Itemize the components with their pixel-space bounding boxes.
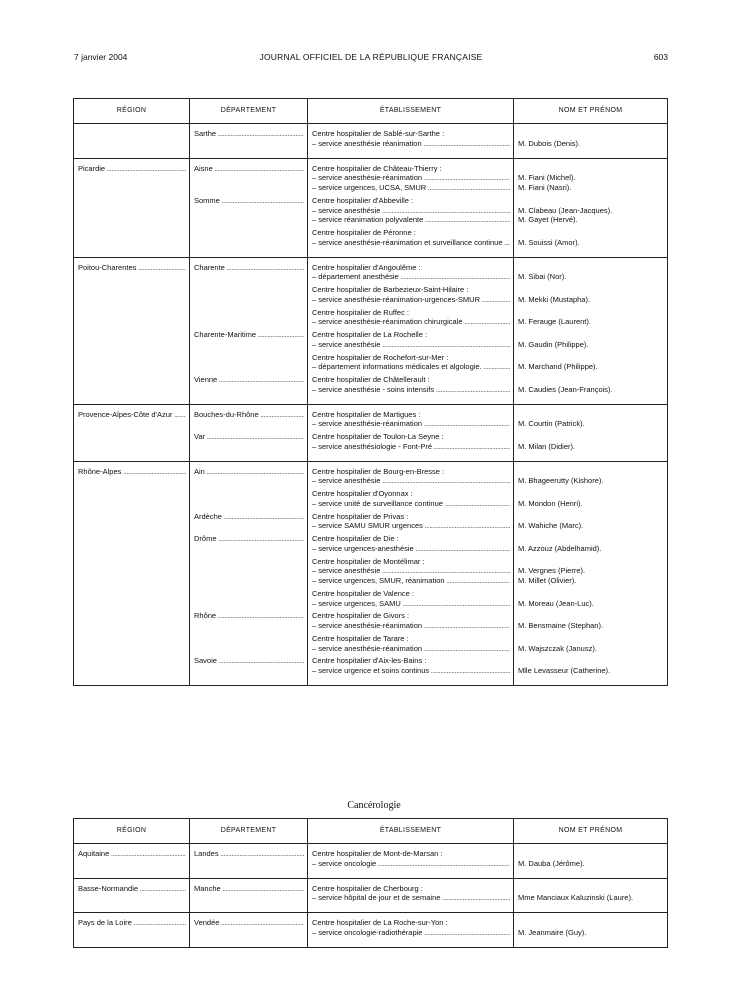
region-name: Picardie ..... bbox=[78, 164, 186, 174]
establishment-title: Centre hospitalier d'Angoulême : bbox=[312, 262, 421, 272]
department-name: Charente ..... bbox=[194, 263, 304, 273]
person-name: M. Millet (Olivier). bbox=[518, 576, 577, 585]
column-header: ÉTABLISSEMENT bbox=[308, 99, 514, 124]
department-name bbox=[194, 285, 304, 295]
region-name: Rhône-Alpes ..... bbox=[78, 467, 186, 477]
establishment-title: Centre hospitalier d'Aix-les-Bains : bbox=[312, 656, 427, 666]
department-name: Bouches-du-Rhône ..... bbox=[194, 410, 304, 420]
establishment bbox=[312, 589, 510, 609]
person-name: Mme Manciaux Kaluzinski (Laure). bbox=[518, 893, 634, 903]
establishment-cell bbox=[308, 404, 514, 461]
department-name: Sarthe ..... bbox=[194, 129, 304, 139]
region-cell bbox=[74, 124, 190, 159]
service-line: – service unité de surveillance continue ..... bbox=[312, 499, 510, 509]
establishment-title: Centre hospitalier de Montélimar : bbox=[312, 556, 425, 566]
region-row bbox=[74, 878, 668, 913]
service-line: – service anesthésie - soins intensifs ..... bbox=[312, 385, 510, 395]
service-line: – service urgences, UCSA, SMUR ..... bbox=[312, 183, 510, 193]
department-name: Ardèche ..... bbox=[194, 512, 304, 522]
service-line: – service anesthésie-réanimation ..... bbox=[312, 419, 510, 429]
region-cell bbox=[74, 257, 190, 404]
establishment-title: Centre hospitalier d'Abbeville : bbox=[312, 195, 414, 205]
name-cell bbox=[514, 913, 668, 948]
establishment-title: Centre hospitalier de Toulon-La Seyne : bbox=[312, 432, 444, 441]
department-name: Ain ..... bbox=[194, 467, 304, 477]
service-line: – service anesthésie-réanimation ..... bbox=[312, 621, 510, 631]
table-anesthesie bbox=[73, 98, 668, 686]
establishment bbox=[312, 512, 510, 532]
service-line: – service urgence et soins continus ..... bbox=[312, 666, 510, 676]
service-line: – service anesthésie-réanimation ..... bbox=[312, 644, 510, 654]
establishment-title: Centre hospitalier de Bourg-en-Bresse : bbox=[312, 466, 445, 476]
establishment-cell bbox=[308, 913, 514, 948]
person-name: M. Caudies (Jean-François). bbox=[518, 384, 613, 394]
service-line: – service urgences-anesthésie ..... bbox=[312, 544, 510, 554]
establishment bbox=[312, 353, 510, 373]
department-name bbox=[194, 634, 304, 644]
establishment bbox=[312, 849, 510, 869]
establishment-title: Centre hospitalier de Sablé-sur-Sarthe : bbox=[312, 129, 445, 138]
establishment bbox=[312, 918, 510, 938]
region-name: Aquitaine ..... bbox=[78, 849, 186, 859]
establishment bbox=[312, 375, 510, 395]
region-row bbox=[74, 461, 668, 685]
establishment-title: Centre hospitalier de Die : bbox=[312, 534, 399, 543]
department-cell bbox=[190, 461, 308, 685]
table-cancerologie bbox=[73, 818, 668, 948]
region-row bbox=[74, 844, 668, 879]
establishment-title: Centre hospitalier de Mont-de-Marsan : bbox=[312, 849, 443, 858]
establishment-title: Centre hospitalier de Givors : bbox=[312, 611, 410, 621]
person-name: M. Ferauge (Laurent). bbox=[518, 317, 591, 327]
region-row bbox=[74, 124, 668, 159]
establishment bbox=[312, 330, 510, 350]
region-cell bbox=[74, 913, 190, 948]
person-name: M. Mekki (Mustapha). bbox=[518, 294, 591, 304]
person-name: M. Moreau (Jean-Luc). bbox=[518, 598, 594, 608]
region-row bbox=[74, 158, 668, 257]
department-name: Vienne ..... bbox=[194, 375, 304, 385]
name-cell bbox=[514, 257, 668, 404]
service-line: – service anesthésie ..... bbox=[312, 206, 510, 216]
region-name: Poitou-Charentes ..... bbox=[78, 263, 186, 273]
column-header: ÉTABLISSEMENT bbox=[308, 819, 514, 844]
service-line: – service oncologie-radiothérapie ..... bbox=[312, 928, 510, 938]
establishment-title: Centre hospitalier de Ruffec : bbox=[312, 307, 409, 317]
establishment bbox=[312, 489, 510, 509]
person-name: M. Milan (Didier). bbox=[518, 441, 576, 451]
department-name: Var ..... bbox=[194, 432, 304, 442]
person-name: M. Gaudin (Philippe). bbox=[518, 339, 589, 349]
region-cell bbox=[74, 844, 190, 879]
department-name: Charente-Maritime ..... bbox=[194, 330, 304, 340]
establishment-title: Centre hospitalier de Cherbourg : bbox=[312, 883, 423, 893]
department-name bbox=[194, 557, 304, 567]
establishment-title: Centre hospitalier de Châtellerault : bbox=[312, 375, 430, 384]
column-header: RÉGION bbox=[74, 819, 190, 844]
establishment-cell bbox=[308, 158, 514, 257]
establishment bbox=[312, 164, 510, 193]
department-name: Manche ..... bbox=[194, 884, 304, 894]
journal-title: JOURNAL OFFICIEL DE LA RÉPUBLIQUE FRANÇAISE bbox=[259, 52, 483, 62]
service-line: – service hôpital de jour et de semaine ..... bbox=[312, 893, 510, 903]
establishment bbox=[312, 285, 510, 305]
name-cell bbox=[514, 461, 668, 685]
column-header: NOM ET PRÉNOM bbox=[514, 819, 668, 844]
department-cell bbox=[190, 878, 308, 913]
establishment-title: Centre hospitalier de La Roche-sur-Yon : bbox=[312, 918, 448, 927]
department-cell bbox=[190, 844, 308, 879]
department-name bbox=[194, 228, 304, 238]
column-header: NOM ET PRÉNOM bbox=[514, 99, 668, 124]
region-row bbox=[74, 257, 668, 404]
department-name bbox=[194, 589, 304, 599]
person-name: M. Azzouz (Abdelhamid). bbox=[518, 543, 602, 553]
establishment-cell bbox=[308, 257, 514, 404]
person-name: M. Bensmaine (Stephan). bbox=[518, 621, 604, 630]
person-name: M. Clabeau (Jean-Jacques). bbox=[518, 205, 613, 215]
header-row bbox=[74, 819, 668, 844]
establishment-cell bbox=[308, 124, 514, 159]
name-cell bbox=[514, 404, 668, 461]
region-cell bbox=[74, 878, 190, 913]
service-line: – service oncologie ..... bbox=[312, 859, 510, 869]
region-name: Provence-Alpes-Côte d'Azur ..... bbox=[78, 410, 186, 420]
service-line: – service SAMU SMUR urgences ..... bbox=[312, 521, 510, 531]
column-header: DÉPARTEMENT bbox=[190, 99, 308, 124]
department-name: Rhône ..... bbox=[194, 611, 304, 621]
establishment bbox=[312, 884, 510, 904]
service-line: – service urgences, SAMU ..... bbox=[312, 599, 510, 609]
establishment-title: Centre hospitalier de Martigues : bbox=[312, 409, 421, 419]
service-line: – service anesthésiologie - Font-Pré ..... bbox=[312, 442, 510, 452]
service-line: – service anesthésie ..... bbox=[312, 476, 510, 486]
region-name: Basse-Normandie ..... bbox=[78, 884, 186, 894]
establishment bbox=[312, 410, 510, 430]
establishment bbox=[312, 534, 510, 554]
person-name: M. Dauba (Jérôme). bbox=[518, 858, 585, 868]
region-cell bbox=[74, 404, 190, 461]
person-name: M. Wajszczak (Janusz). bbox=[518, 643, 597, 653]
service-line: – service anesthésie-réanimation ..... bbox=[312, 173, 510, 183]
department-cell bbox=[190, 124, 308, 159]
person-name: Mlle Levasseur (Catherine). bbox=[518, 666, 611, 675]
department-name: Drôme ..... bbox=[194, 534, 304, 544]
department-name bbox=[194, 353, 304, 363]
department-name bbox=[194, 308, 304, 318]
person-name: M. Souissi (Amor). bbox=[518, 237, 580, 247]
service-line: – département informations médicales et algologie. ..... bbox=[312, 362, 510, 372]
establishment-title: Centre hospitalier de La Rochelle : bbox=[312, 330, 428, 339]
establishment bbox=[312, 611, 510, 631]
service-line: – service anesthésie ..... bbox=[312, 566, 510, 576]
department-name bbox=[194, 489, 304, 499]
establishment bbox=[312, 432, 510, 452]
person-name: M. Fiani (Nasri). bbox=[518, 183, 572, 192]
department-cell bbox=[190, 913, 308, 948]
establishment bbox=[312, 308, 510, 328]
establishment bbox=[312, 656, 510, 676]
establishment-cell bbox=[308, 461, 514, 685]
establishment bbox=[312, 263, 510, 283]
establishment-title: Centre hospitalier de Rochefort-sur-Mer : bbox=[312, 352, 449, 362]
establishment-cell bbox=[308, 844, 514, 879]
page-number: 603 bbox=[653, 52, 668, 62]
section-title: Cancérologie bbox=[347, 800, 401, 811]
person-name: M. Mondon (Henri). bbox=[518, 498, 583, 508]
person-name: M. Bhageerutty (Kishore). bbox=[518, 476, 604, 486]
establishment bbox=[312, 467, 510, 487]
service-line: – département anesthésie ..... bbox=[312, 272, 510, 282]
establishment bbox=[312, 634, 510, 654]
department-name: Aisne ..... bbox=[194, 164, 304, 174]
establishment-title: Centre hospitalier de Tarare : bbox=[312, 633, 409, 643]
person-name: M. Courtin (Patrick). bbox=[518, 419, 585, 429]
column-header: DÉPARTEMENT bbox=[190, 819, 308, 844]
person-name: M. Jeanmaire (Guy). bbox=[518, 927, 587, 937]
establishment bbox=[312, 228, 510, 248]
person-name: M. Wahiche (Marc). bbox=[518, 521, 584, 531]
establishment-title: Centre hospitalier de Valence : bbox=[312, 588, 415, 598]
establishment-title: Centre hospitalier de Péronne : bbox=[312, 228, 416, 237]
department-cell bbox=[190, 257, 308, 404]
name-cell bbox=[514, 878, 668, 913]
region-cell bbox=[74, 158, 190, 257]
name-cell bbox=[514, 124, 668, 159]
header-date: 7 janvier 2004 bbox=[74, 52, 128, 62]
service-line: – service urgences, SMUR, réanimation ..... bbox=[312, 576, 510, 586]
person-name: M. Fiani (Michel). bbox=[518, 173, 576, 183]
header-row bbox=[74, 99, 668, 124]
service-line: – service anesthésie réanimation ..... bbox=[312, 139, 510, 149]
establishment-cell bbox=[308, 878, 514, 913]
person-name: M. Marchand (Philippe). bbox=[518, 362, 598, 372]
name-cell bbox=[514, 158, 668, 257]
establishment bbox=[312, 129, 510, 149]
service-line: – service réanimation polyvalente ..... bbox=[312, 215, 510, 225]
department-cell bbox=[190, 404, 308, 461]
establishment-title: Centre hospitalier de Privas : bbox=[312, 511, 409, 521]
service-line: – service anesthésie-réanimation et surveillance continue ..... bbox=[312, 238, 510, 248]
name-cell bbox=[514, 844, 668, 879]
region-row bbox=[74, 404, 668, 461]
person-name: M. Vergnes (Pierre). bbox=[518, 566, 586, 576]
establishment bbox=[312, 557, 510, 586]
column-header: RÉGION bbox=[74, 99, 190, 124]
person-name: M. Sibai (Nor). bbox=[518, 272, 567, 282]
region-cell bbox=[74, 461, 190, 685]
department-name: Vendée ..... bbox=[194, 918, 304, 928]
establishment-title: Centre hospitalier de Barbezieux-Saint-Hilaire : bbox=[312, 285, 469, 294]
person-name: M. Dubois (Denis). bbox=[518, 138, 581, 148]
establishment bbox=[312, 196, 510, 225]
service-line: – service anesthésie ..... bbox=[312, 340, 510, 350]
service-line: – service anesthésie-réanimation-urgences-SMUR ..... bbox=[312, 295, 510, 305]
person-name: M. Gayet (Hervé). bbox=[518, 215, 578, 225]
region-name: Pays de la Loire ..... bbox=[78, 918, 186, 928]
department-name: Savoie ..... bbox=[194, 656, 304, 666]
department-cell bbox=[190, 158, 308, 257]
establishment-title: Centre hospitalier d'Oyonnax : bbox=[312, 489, 413, 498]
department-name: Somme ..... bbox=[194, 196, 304, 206]
department-name: Landes ..... bbox=[194, 849, 304, 859]
service-line: – service anesthésie-réanimation chirurgicale ..... bbox=[312, 317, 510, 327]
establishment-title: Centre hospitalier de Château-Thierry : bbox=[312, 163, 442, 173]
region-row bbox=[74, 913, 668, 948]
